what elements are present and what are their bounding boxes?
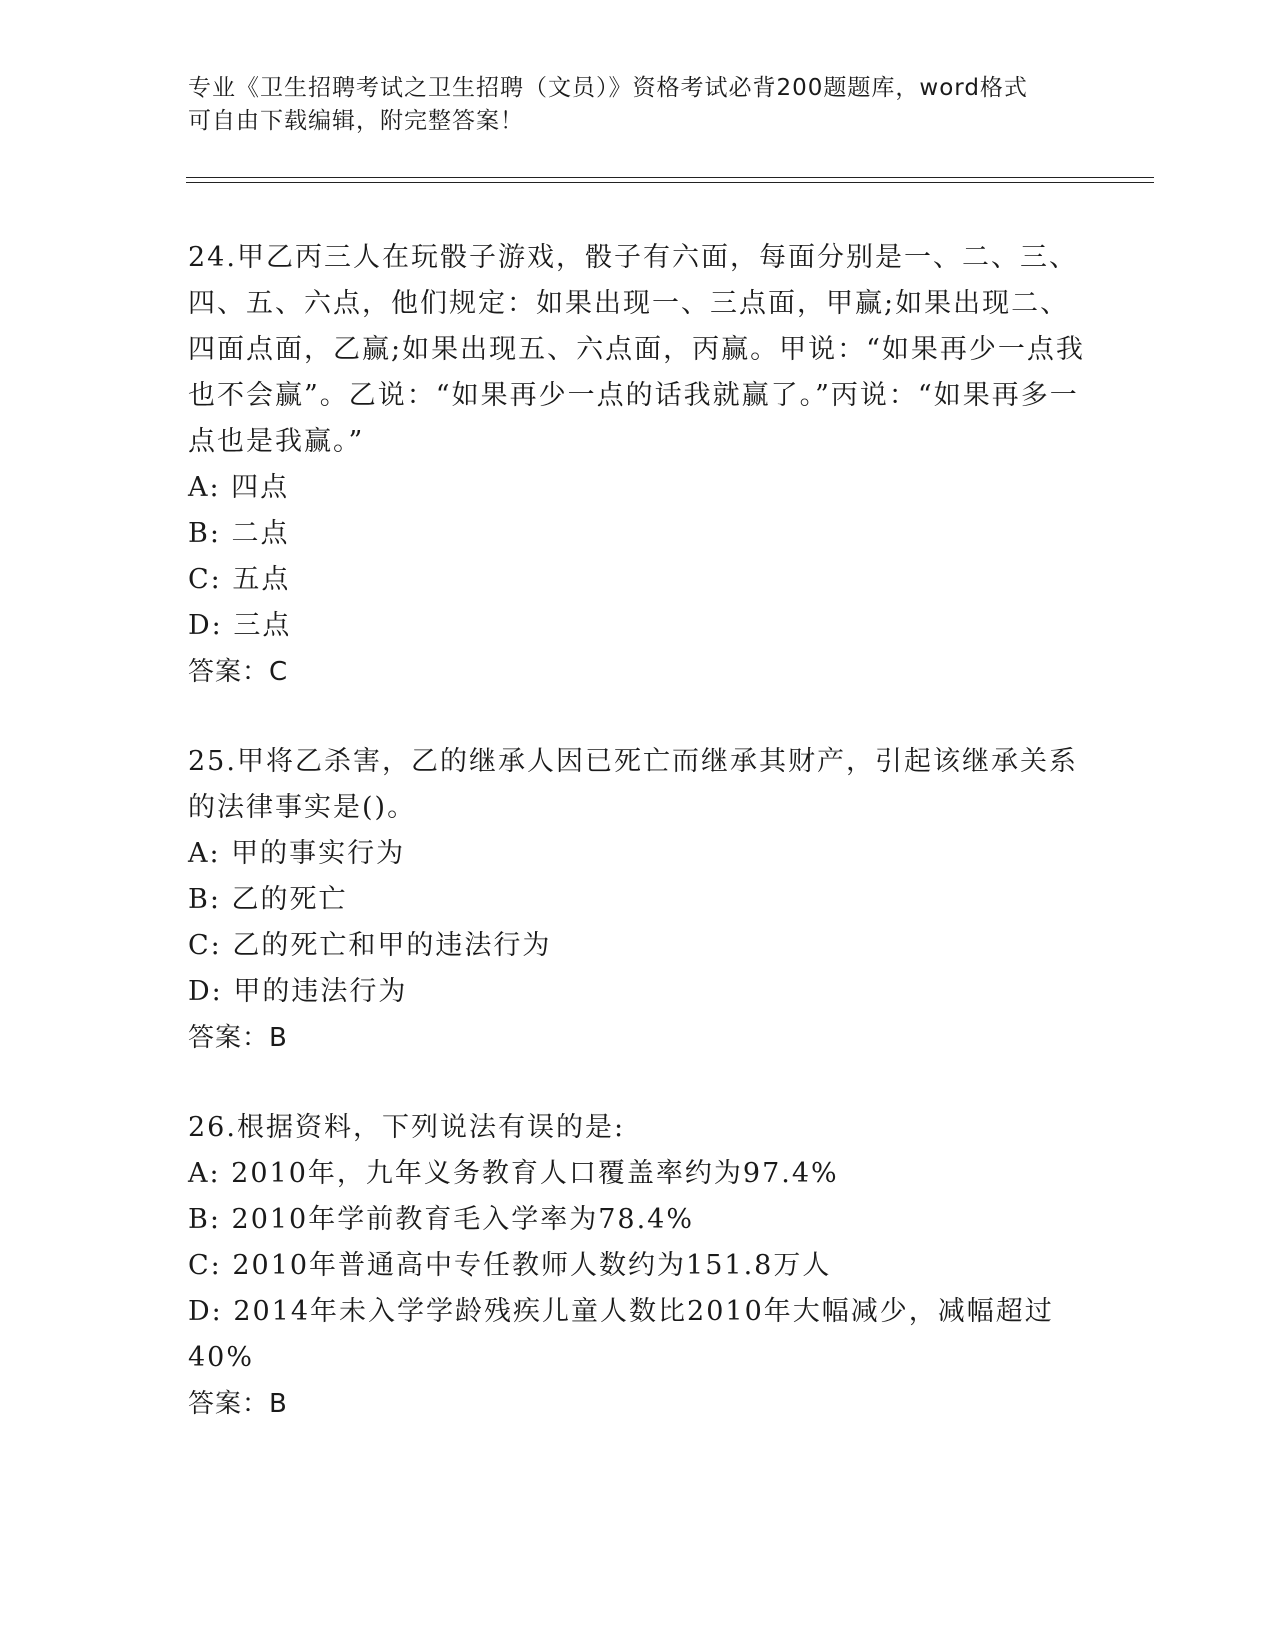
option-b: B: 乙的死亡 bbox=[188, 884, 348, 915]
answer-label: 答案：B bbox=[188, 1389, 288, 1419]
option-b: B: 二点 bbox=[188, 518, 290, 549]
question-stem: 24.甲乙丙三人在玩骰子游戏，骰子有六面，每面分别是一、二、三、四、五、六点，他们规定：如果出现一、三点面，甲赢;如果出现二、四面点面，乙赢;如果出现五、六点面，丙赢。甲说：“如果再少一点我也不会赢”。乙说：“如果再少一点的话我就赢了。”丙说：“如果再多一点也是我赢。” bbox=[188, 242, 1085, 457]
header-divider-bottom bbox=[186, 182, 1154, 183]
option-c: C: 2010年普通高中专任教师人数约为151.8万人 bbox=[188, 1250, 832, 1281]
question-stem: 26.根据资料，下列说法有误的是: bbox=[188, 1112, 626, 1143]
answer-label: 答案：C bbox=[188, 657, 289, 687]
option-b: B: 2010年学前教育毛入学率为78.4% bbox=[188, 1204, 695, 1235]
answer-label: 答案：B bbox=[188, 1023, 288, 1053]
option-a: A: 甲的事实行为 bbox=[188, 838, 406, 869]
header-title-line1: 专业《卫生招聘考试之卫生招聘（文员）》资格考试必背200题题库，word格式 bbox=[188, 75, 1028, 101]
option-d: D: 2014年未入学学龄残疾儿童人数比2010年大幅减少，减幅超过40% bbox=[188, 1296, 1054, 1373]
option-a: A: 四点 bbox=[188, 472, 290, 503]
question-24 bbox=[188, 235, 1088, 695]
question-26 bbox=[188, 1105, 1088, 1427]
option-a: A: 2010年，九年义务教育人口覆盖率约为97.4% bbox=[188, 1158, 839, 1189]
option-d: D: 三点 bbox=[188, 610, 292, 641]
document-header bbox=[188, 72, 1078, 138]
option-c: C: 乙的死亡和甲的违法行为 bbox=[188, 930, 552, 961]
option-d: D: 甲的违法行为 bbox=[188, 976, 408, 1007]
question-stem: 25.甲将乙杀害，乙的继承人因已死亡而继承其财产，引起该继承关系的法律事实是()。 bbox=[188, 746, 1078, 823]
option-c: C: 五点 bbox=[188, 564, 291, 595]
header-divider-top bbox=[186, 177, 1154, 178]
header-title-line2: 可自由下载编辑，附完整答案！ bbox=[188, 108, 524, 134]
question-25 bbox=[188, 739, 1088, 1061]
